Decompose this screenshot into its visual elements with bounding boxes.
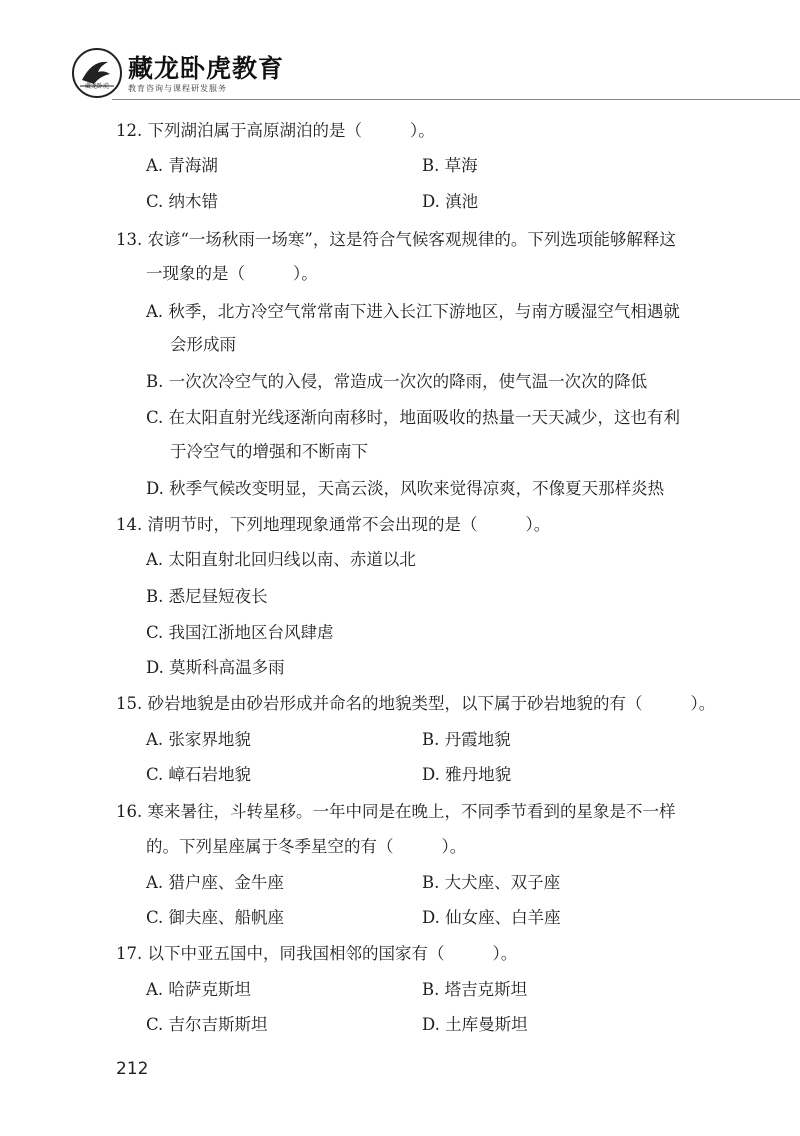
question-14-option-a: A. 太阳直射北回归线以南、赤道以北 [146, 550, 416, 569]
question-13-stem: 13. 农谚“一场秋雨一场寒”，这是符合气候客观规律的。下列选项能够解释这 [116, 230, 676, 249]
question-13-option-a-cont: 会形成雨 [170, 335, 236, 354]
logo-text: 藏龙卧虎 [84, 83, 109, 90]
question-13-option-a: A. 秋季，北方冷空气常常南下进入长江下游地区，与南方暖湿空气相遇就 [146, 302, 680, 321]
question-13-option-d: D. 秋季气候改变明显，天高云淡，风吹来觉得凉爽，不像夏天那样炎热 [146, 479, 665, 498]
question-15-option-c: C. 嶂石岩地貌 [146, 765, 252, 784]
question-16-stem-cont: 的。下列星座属于冬季星空的有（ ）。 [146, 837, 467, 856]
question-16-option-b: B. 大犬座、双子座 [422, 873, 561, 892]
question-13-option-c: C. 在太阳直射光线逐渐向南移时，地面吸收的热量一天天减少，这也有利 [146, 408, 681, 427]
question-16-option-d: D. 仙女座、白羊座 [422, 908, 561, 927]
question-14-option-d: D. 莫斯科高温多雨 [146, 658, 285, 677]
brand-title: 藏龙卧虎教育 [128, 54, 285, 83]
brand-subtitle: 教育咨询与课程研发服务 [128, 84, 227, 93]
question-16-stem: 16. 寒来暑往，斗转星移。一年中同是在晚上，不同季节看到的星象是不一样 [116, 802, 676, 821]
question-15-stem: 15. 砂岩地貌是由砂岩形成并命名的地貌类型，以下属于砂岩地貌的有（ ）。 [116, 694, 716, 713]
question-16-option-a: A. 猎户座、金牛座 [146, 873, 284, 892]
page-number: 212 [116, 1059, 149, 1079]
question-13-option-c-cont: 于冷空气的增强和不断南下 [170, 442, 368, 461]
question-13-option-b: B. 一次次冷空气的入侵，常造成一次次的降雨，使气温一次次的降低 [146, 372, 648, 391]
question-15-option-d: D. 雅丹地貌 [422, 765, 512, 784]
question-12-stem: 12. 下列湖泊属于高原湖泊的是（ ）。 [116, 121, 435, 140]
question-17-option-b: B. 塔吉克斯坦 [422, 980, 528, 999]
question-12-option-b: B. 草海 [422, 156, 478, 175]
question-12-option-c: C. 纳木错 [146, 192, 219, 211]
page-header [0, 0, 800, 104]
question-16-option-c: C. 御夫座、船帆座 [146, 908, 285, 927]
question-14-stem: 14. 清明节时，下列地理现象通常不会出现的是（ ）。 [116, 515, 551, 534]
question-14-option-b: B. 悉尼昼短夜长 [146, 587, 268, 606]
question-17-stem: 17. 以下中亚五国中，同我国相邻的国家有（ ）。 [116, 944, 518, 963]
phoenix-logo-icon [72, 48, 122, 98]
question-12-option-d: D. 滇池 [422, 192, 479, 211]
question-12-option-a: A. 青海湖 [146, 156, 218, 175]
question-17-option-a: A. 哈萨克斯坦 [146, 980, 251, 999]
question-15-option-b: B. 丹霞地貌 [422, 730, 511, 749]
question-17-option-d: D. 土库曼斯坦 [422, 1015, 528, 1034]
question-17-option-c: C. 吉尔吉斯斯坦 [146, 1015, 268, 1034]
question-13-stem-cont: 一现象的是（ ）。 [146, 264, 318, 283]
question-15-option-a: A. 张家界地貌 [146, 730, 251, 749]
header-divider [112, 99, 800, 100]
question-14-option-c: C. 我国江浙地区台风肆虐 [146, 623, 334, 642]
